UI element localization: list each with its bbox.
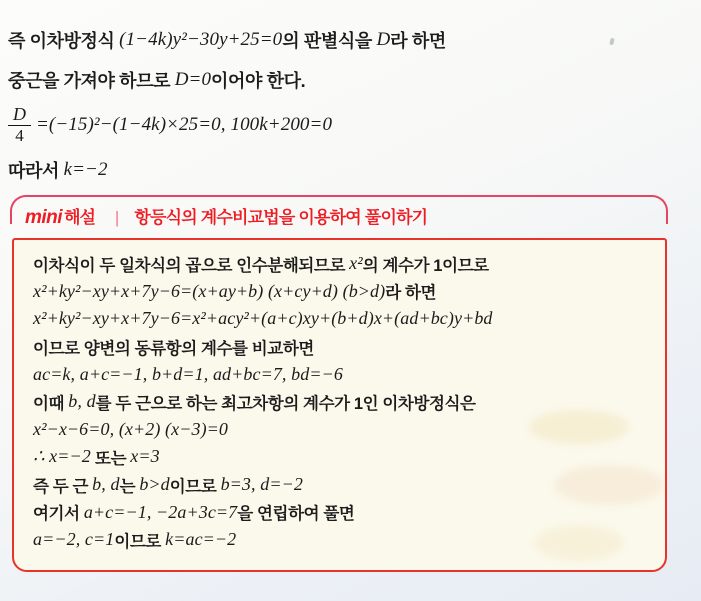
mini-box-title: 항등식의 계수비교법을 이용하여 풀이하기 bbox=[134, 208, 428, 227]
math-segment: D bbox=[376, 29, 391, 50]
math-segment: b, d bbox=[68, 391, 96, 412]
mini-label: mini bbox=[25, 207, 63, 228]
text-segment: 를 두 근으로 하는 최고차항의 계수가 1인 이차방정식은 bbox=[95, 394, 476, 413]
math-segment: x²+ky²−xy+x+7y−6=x²+acy²+(a+c)xy+(b+d)x+(ad+bc)y+bd bbox=[33, 308, 493, 329]
mini-box-content bbox=[12, 238, 667, 572]
text-line bbox=[33, 333, 651, 361]
text-segment: 이차식이 두 일차식의 곱으로 인수분해되므로 bbox=[33, 256, 350, 275]
text-segment: 이므로 bbox=[114, 532, 166, 551]
header-divider-bar: | bbox=[114, 208, 120, 227]
fraction bbox=[8, 105, 31, 145]
text-segment: 따라서 bbox=[8, 161, 64, 181]
mini-label-suffix: 해설 bbox=[64, 208, 95, 227]
text-line bbox=[8, 26, 688, 54]
math-segment: (1−4k)y²−30y+25=0 bbox=[119, 29, 283, 50]
math-segment: x² bbox=[349, 253, 363, 274]
text-segment: 라 하면 bbox=[385, 284, 437, 303]
math-segment: x²+ky²−xy+x+7y−6=(x+ay+b) (x+cy+d) (b>d) bbox=[33, 280, 386, 301]
math-segment: b=3, d=−2 bbox=[220, 474, 303, 495]
text-line bbox=[33, 416, 651, 444]
text-segment: 의 판별식을 bbox=[282, 31, 377, 51]
math-segment: x²−x−6=0, (x+2) (x−3)=0 bbox=[33, 418, 229, 439]
text-segment: 또는 bbox=[90, 449, 131, 468]
text-line bbox=[33, 471, 651, 499]
text-segment: 이므로 bbox=[169, 477, 221, 496]
text-line bbox=[8, 156, 688, 184]
math-segment: ∴ x=−2 bbox=[33, 446, 91, 467]
text-segment: 이때 bbox=[33, 394, 69, 413]
math-segment: =(−15)²−(1−4k)×25=0, 100k+200=0 bbox=[36, 114, 333, 135]
text-segment: 여기서 bbox=[33, 505, 84, 524]
math-segment: a+c=−1, −2a+3c=7 bbox=[83, 501, 238, 522]
text-line bbox=[33, 250, 651, 278]
math-segment: k=−2 bbox=[63, 159, 108, 180]
text-line bbox=[33, 443, 651, 471]
text-line bbox=[33, 498, 651, 526]
text-segment: 이어야 한다. bbox=[211, 71, 306, 91]
math-segment: b>d bbox=[139, 474, 170, 495]
math-segment: k=ac=−2 bbox=[165, 529, 237, 550]
math-segment: x=3 bbox=[130, 446, 160, 467]
math-segment: D=0 bbox=[174, 69, 212, 90]
text-line bbox=[33, 526, 651, 554]
text-segment: 즉 두 근 bbox=[33, 477, 93, 496]
text-segment: 을 연립하여 풀면 bbox=[237, 505, 355, 524]
mini-explanation-box bbox=[10, 195, 668, 572]
text-line bbox=[8, 66, 688, 94]
text-line bbox=[33, 360, 651, 388]
text-segment: 라 하면 bbox=[390, 31, 446, 51]
text-segment: 즉 이차방정식 bbox=[8, 31, 120, 51]
fraction-denominator: 4 bbox=[15, 126, 24, 146]
mini-box-header bbox=[25, 203, 427, 229]
text-line bbox=[33, 388, 651, 416]
math-segment: ac=k, a+c=−1, b+d=1, ad+bc=7, bd=−6 bbox=[33, 363, 343, 384]
text-line bbox=[33, 278, 651, 306]
solution-text-block bbox=[8, 22, 688, 184]
text-line bbox=[8, 102, 688, 148]
fraction-numerator: D bbox=[8, 105, 31, 126]
text-segment: 중근을 가져야 하므로 bbox=[8, 71, 175, 91]
text-segment: 는 bbox=[119, 477, 140, 496]
text-segment: 의 계수가 1이므로 bbox=[362, 256, 489, 275]
text-line bbox=[33, 305, 651, 333]
math-segment: a=−2, c=1 bbox=[33, 529, 115, 550]
math-segment: b, d bbox=[92, 474, 120, 495]
text-segment: 이므로 양변의 동류항의 계수를 비교하면 bbox=[33, 339, 314, 358]
